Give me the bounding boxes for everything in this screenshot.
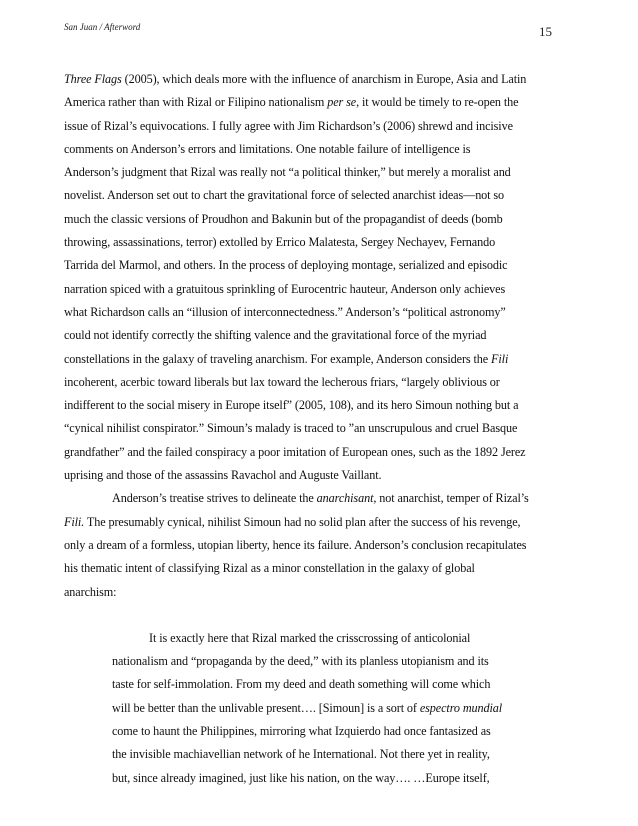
quote-line: come to haunt the Philippines, mirroring what Izquierdo had once fantasized as bbox=[112, 724, 491, 739]
text-line bbox=[64, 511, 580, 534]
text-line: narration spiced with a gratuitous sprinkling of Eurocentric hauteur, Anderson only achieves bbox=[64, 281, 506, 296]
text-run: (2005), which deals more with the influence of anarchism in Europe, Asia and Latin bbox=[121, 72, 527, 86]
text-line bbox=[64, 68, 580, 91]
text-line: incoherent, acerbic toward liberals but lax toward the lecherous friars, “largely oblivious or bbox=[64, 374, 500, 389]
quote-line: It is exactly here that Rizal marked the crisscrossing of anticolonial bbox=[149, 630, 471, 645]
text-line bbox=[64, 91, 580, 114]
text-line bbox=[64, 348, 580, 371]
block-quote bbox=[64, 627, 580, 790]
text-line: novelist. Anderson set out to chart the gravitational force of selected anarchist ideas—not so bbox=[64, 188, 505, 203]
text-line: indifferent to the social misery in Europe itself” (2005, 108), and its hero Simoun nothing but a bbox=[64, 398, 519, 413]
text-run: America rather than with Rizal or Filipino nationalism bbox=[64, 95, 328, 110]
text-line: uprising and those of the assassins Ravachol and Auguste Vaillant. bbox=[64, 468, 382, 483]
body-text bbox=[64, 68, 580, 790]
text-line: “cynical nihilist conspirator.” Simoun’s malady is traced to ”an unscrupulous and cruel Basque bbox=[64, 421, 518, 436]
text-run: constellations in the galaxy of traveling anarchism. For example, Anderson considers the bbox=[64, 351, 492, 366]
text-line: Anderson’s judgment that Rizal was really not “a political thinker,” but merely a moralist and bbox=[64, 165, 511, 180]
text-line bbox=[64, 487, 580, 510]
italic-term: espectro mundial bbox=[419, 700, 503, 715]
text-line: issue of Rizal’s equivocations. I fully agree with Jim Richardson’s (2006) shrewd and incisive bbox=[64, 118, 513, 133]
text-line: only a dream of a formless, utopian liberty, hence its failure. Anderson’s conclusion recapitulates bbox=[64, 537, 527, 552]
text-line: what Richardson calls an “illusion of interconnectedness.” Anderson’s “political astronomy” bbox=[64, 304, 506, 319]
text-line: much the classic versions of Proudhon and Bakunin but of the propagandist of deeds (bomb bbox=[64, 211, 503, 226]
quote-line: the invisible machiavellian network of he International. Not there yet in reality, bbox=[112, 747, 490, 762]
text-run: , not anarchist, temper of Rizal’s bbox=[373, 491, 529, 506]
italic-term: per se bbox=[327, 95, 357, 110]
text-line: could not identify correctly the shifting valence and the gravitational force of the myriad bbox=[64, 328, 487, 343]
text-run: The presumably cynical, nihilist Simoun had no solid plan after the success of his revenge, bbox=[84, 514, 521, 529]
text-line: anarchism: bbox=[64, 584, 117, 599]
quote-line bbox=[112, 697, 580, 720]
text-run: Anderson’s treatise strives to delineate the bbox=[112, 491, 317, 506]
text-line: his thematic intent of classifying Rizal as a minor constellation in the galaxy of global bbox=[64, 561, 475, 576]
quote-line: but, since already imagined, just like his nation, on the way…. …Europe itself, bbox=[112, 770, 490, 785]
quote-line: nationalism and “propaganda by the deed,” with its planless utopianism and its bbox=[112, 654, 489, 669]
text-run: , it would be timely to re-open the bbox=[356, 95, 519, 110]
quote-line: taste for self-immolation. From my deed and death something will come which bbox=[112, 677, 491, 692]
paragraph-2 bbox=[64, 487, 580, 603]
paragraph-1 bbox=[64, 68, 580, 487]
italic-term: anarchisant bbox=[316, 491, 374, 506]
book-title: Fili bbox=[491, 351, 509, 366]
page-number: 15 bbox=[539, 24, 552, 39]
text-line: comments on Anderson’s errors and limitations. One notable failure of intelligence is bbox=[64, 141, 471, 156]
text-line: grandfather” and the failed conspiracy a poor imitation of European ones, such as the 1892 Jerez bbox=[64, 444, 526, 459]
paragraph-spacer bbox=[64, 604, 580, 627]
running-head: San Juan / Afterword bbox=[64, 22, 141, 32]
book-title: Three Flags bbox=[64, 72, 122, 86]
text-run: will be better than the unlivable present…. [Simoun] is a sort of bbox=[112, 700, 420, 715]
book-title: Fili. bbox=[64, 514, 85, 529]
text-line: throwing, assassinations, terror) extolled by Errico Malatesta, Sergey Nechayev, Fernando bbox=[64, 235, 496, 250]
text-line: Tarrida del Marmol, and others. In the process of deploying montage, serialized and episodic bbox=[64, 258, 508, 273]
